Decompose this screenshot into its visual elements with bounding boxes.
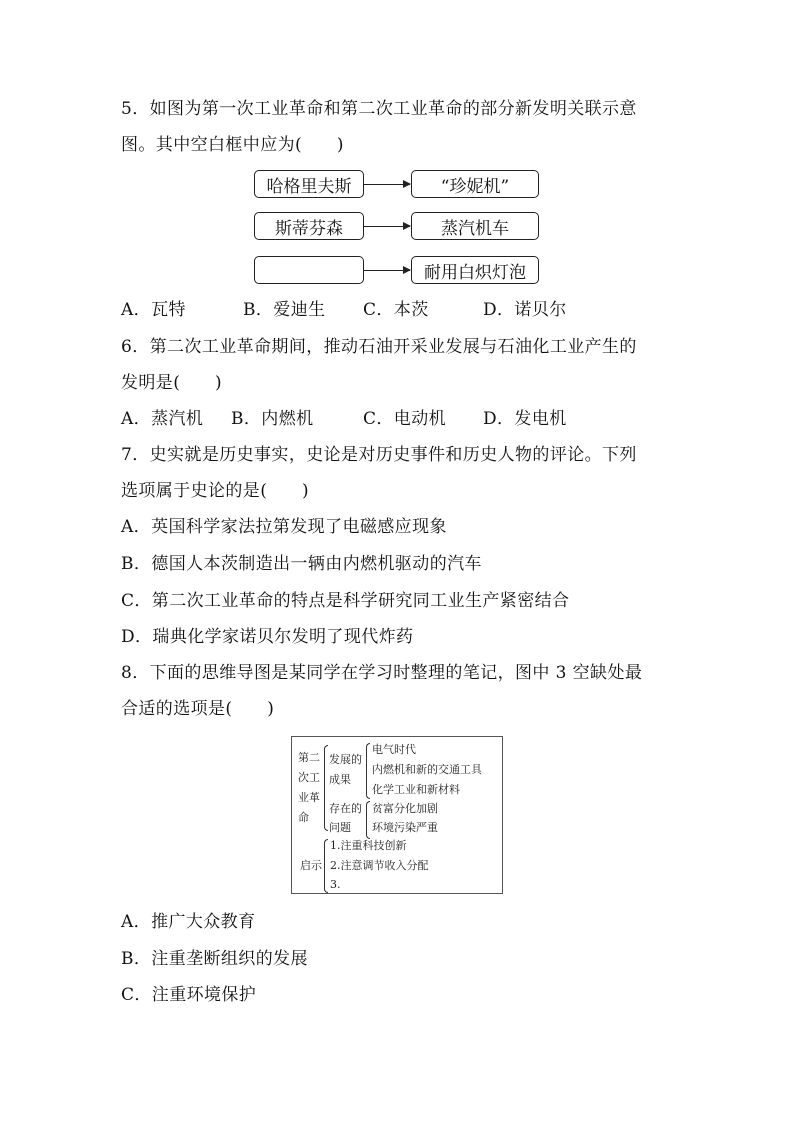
q5-stem-line2: 图。其中空白框中应为( ) [121, 135, 344, 155]
q6-stem-line2: 发明是( ) [121, 373, 223, 393]
q6-options [121, 409, 567, 429]
branch2-label-1: 存在的 [329, 802, 362, 815]
branch2-item-1: 贫富分化加剧 [372, 802, 438, 815]
mindmap-root-1: 第二 [298, 751, 320, 764]
diagram-right-box-1: “珍妮机” [411, 170, 539, 198]
diagram-right-box-3: 耐用白炽灯泡 [411, 256, 539, 284]
branch1-item-1: 电气时代 [372, 743, 416, 756]
diagram-right-box-2: 蒸汽机车 [411, 212, 539, 240]
diagram-left-box-2: 斯蒂芬森 [254, 212, 364, 240]
q6-option-b[interactable]: B．内燃机 [231, 409, 314, 429]
brace-icon [324, 745, 328, 831]
q8-option-a[interactable]: A．推广大众教育 [121, 912, 256, 932]
q6-option-a[interactable]: A．蒸汽机 [121, 409, 204, 429]
branch1-label-2: 成果 [329, 773, 351, 786]
q5-option-a[interactable]: A．瓦特 [121, 300, 186, 320]
q8-mindmap [291, 736, 503, 894]
mindmap-root-2: 次工 [298, 771, 320, 784]
mindmap-root-3: 业革 [298, 791, 320, 804]
branch1-label-1: 发展的 [329, 753, 362, 766]
branch3-label: 启示 [300, 859, 322, 872]
q7-option-c[interactable]: C．第二次工业革命的特点是科学研究同工业生产紧密结合 [121, 591, 570, 611]
q8-option-b[interactable]: B．注重垄断组织的发展 [121, 949, 308, 969]
q8-option-c[interactable]: C．注重环境保护 [121, 985, 257, 1005]
q7-stem-line2: 选项属于史论的是( ) [121, 481, 310, 501]
branch3-item-1: 1.注重科技创新 [330, 839, 407, 852]
q6-option-c[interactable]: C．电动机 [363, 409, 447, 429]
q7-stem-line1: 7．史实就是历史事实，史论是对历史事件和历史人物的评论。下列 [121, 445, 637, 465]
arrow-right-icon [364, 184, 410, 185]
branch2-label-2: 问题 [329, 821, 351, 834]
brace-icon [366, 801, 370, 839]
q5-stem-line1: 5．如图为第一次工业革命和第二次工业革命的部分新发明关联示意 [121, 99, 637, 119]
q8-stem-line2: 合适的选项是( ) [121, 699, 275, 719]
arrow-right-icon [364, 226, 410, 227]
brace-icon [366, 743, 370, 799]
q7-option-d[interactable]: D．瑞典化学家诺贝尔发明了现代炸药 [121, 627, 414, 647]
q5-option-c[interactable]: C．本茨 [363, 300, 429, 320]
q7-option-a[interactable]: A．英国科学家法拉第发现了电磁感应现象 [121, 517, 447, 537]
branch2-item-2: 环境污染严重 [372, 821, 438, 834]
branch3-item-3: 3. [330, 878, 341, 891]
q5-option-b[interactable]: B．爱迪生 [243, 300, 326, 320]
arrow-right-icon [364, 270, 410, 271]
q6-stem-line1: 6．第二次工业革命期间，推动石油开采业发展与石油化工业产生的 [121, 337, 637, 357]
diagram-blank-box [254, 256, 364, 284]
q8-stem-line1: 8．下面的思维导图是某同学在学习时整理的笔记，图中 3 空缺处最 [121, 663, 643, 683]
brace-icon [324, 839, 328, 893]
branch1-item-3: 化学工业和新材料 [372, 783, 460, 796]
diagram-left-box-1: 哈格里夫斯 [254, 170, 364, 198]
branch3-item-2: 2.注意调节收入分配 [330, 859, 429, 872]
q5-option-d[interactable]: D．诺贝尔 [483, 300, 567, 320]
q5-options [121, 300, 567, 320]
branch1-item-2: 内燃机和新的交通工具 [372, 763, 482, 776]
q7-option-b[interactable]: B．德国人本茨制造出一辆由内燃机驱动的汽车 [121, 554, 482, 574]
q6-option-d[interactable]: D．发电机 [483, 409, 567, 429]
mindmap-root-4: 命 [298, 811, 309, 824]
